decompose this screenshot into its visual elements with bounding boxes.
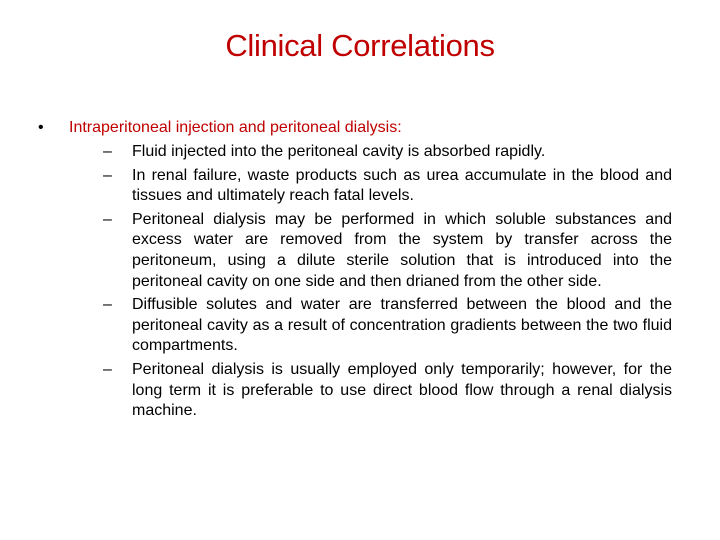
slide-title: Clinical Correlations (225, 28, 495, 63)
dash-icon: – (103, 166, 112, 184)
dash-icon: – (103, 296, 112, 314)
sub-bullet-text: Peritoneal dialysis may be performed in which soluble substances and excess water are removed from the system by transfer across the peritoneum, using a dilute sterile solution that is introduced into the peritoneal cavity on one side and then drianed from the other side. (132, 210, 672, 290)
sub-bullet-text: Fluid injected into the peritoneal cavity is absorbed rapidly. (132, 143, 546, 160)
bullet-icon: • (38, 119, 44, 136)
sub-bullet-item (69, 295, 678, 357)
sub-bullet-item (69, 210, 678, 292)
dash-icon: – (103, 210, 112, 228)
sub-bullet-list (69, 142, 678, 422)
dash-icon: – (103, 143, 112, 160)
dash-icon: – (103, 360, 112, 378)
sub-bullet-item (69, 142, 678, 163)
sub-bullet-text: Diffusible solutes and water are transferred between the blood and the peritoneal cavity as a result of concentration gradients between the two fluid compartments. (132, 296, 672, 355)
bullet-item (38, 118, 678, 422)
sub-bullet-text: Peritoneal dialysis is usually employed only temporarily; however, for the long term it is preferable to use direct blood flow through a renal dialysis machine. (132, 360, 672, 420)
slide-content (38, 118, 678, 425)
bullet-heading: Intraperitoneal injection and peritoneal dialysis: (69, 119, 402, 136)
sub-bullet-item (69, 360, 678, 422)
sub-bullet-text: In renal failure, waste products such as urea accumulate in the blood and tissues and ultimately reach fatal levels. (132, 166, 672, 205)
sub-bullet-item (69, 166, 678, 207)
